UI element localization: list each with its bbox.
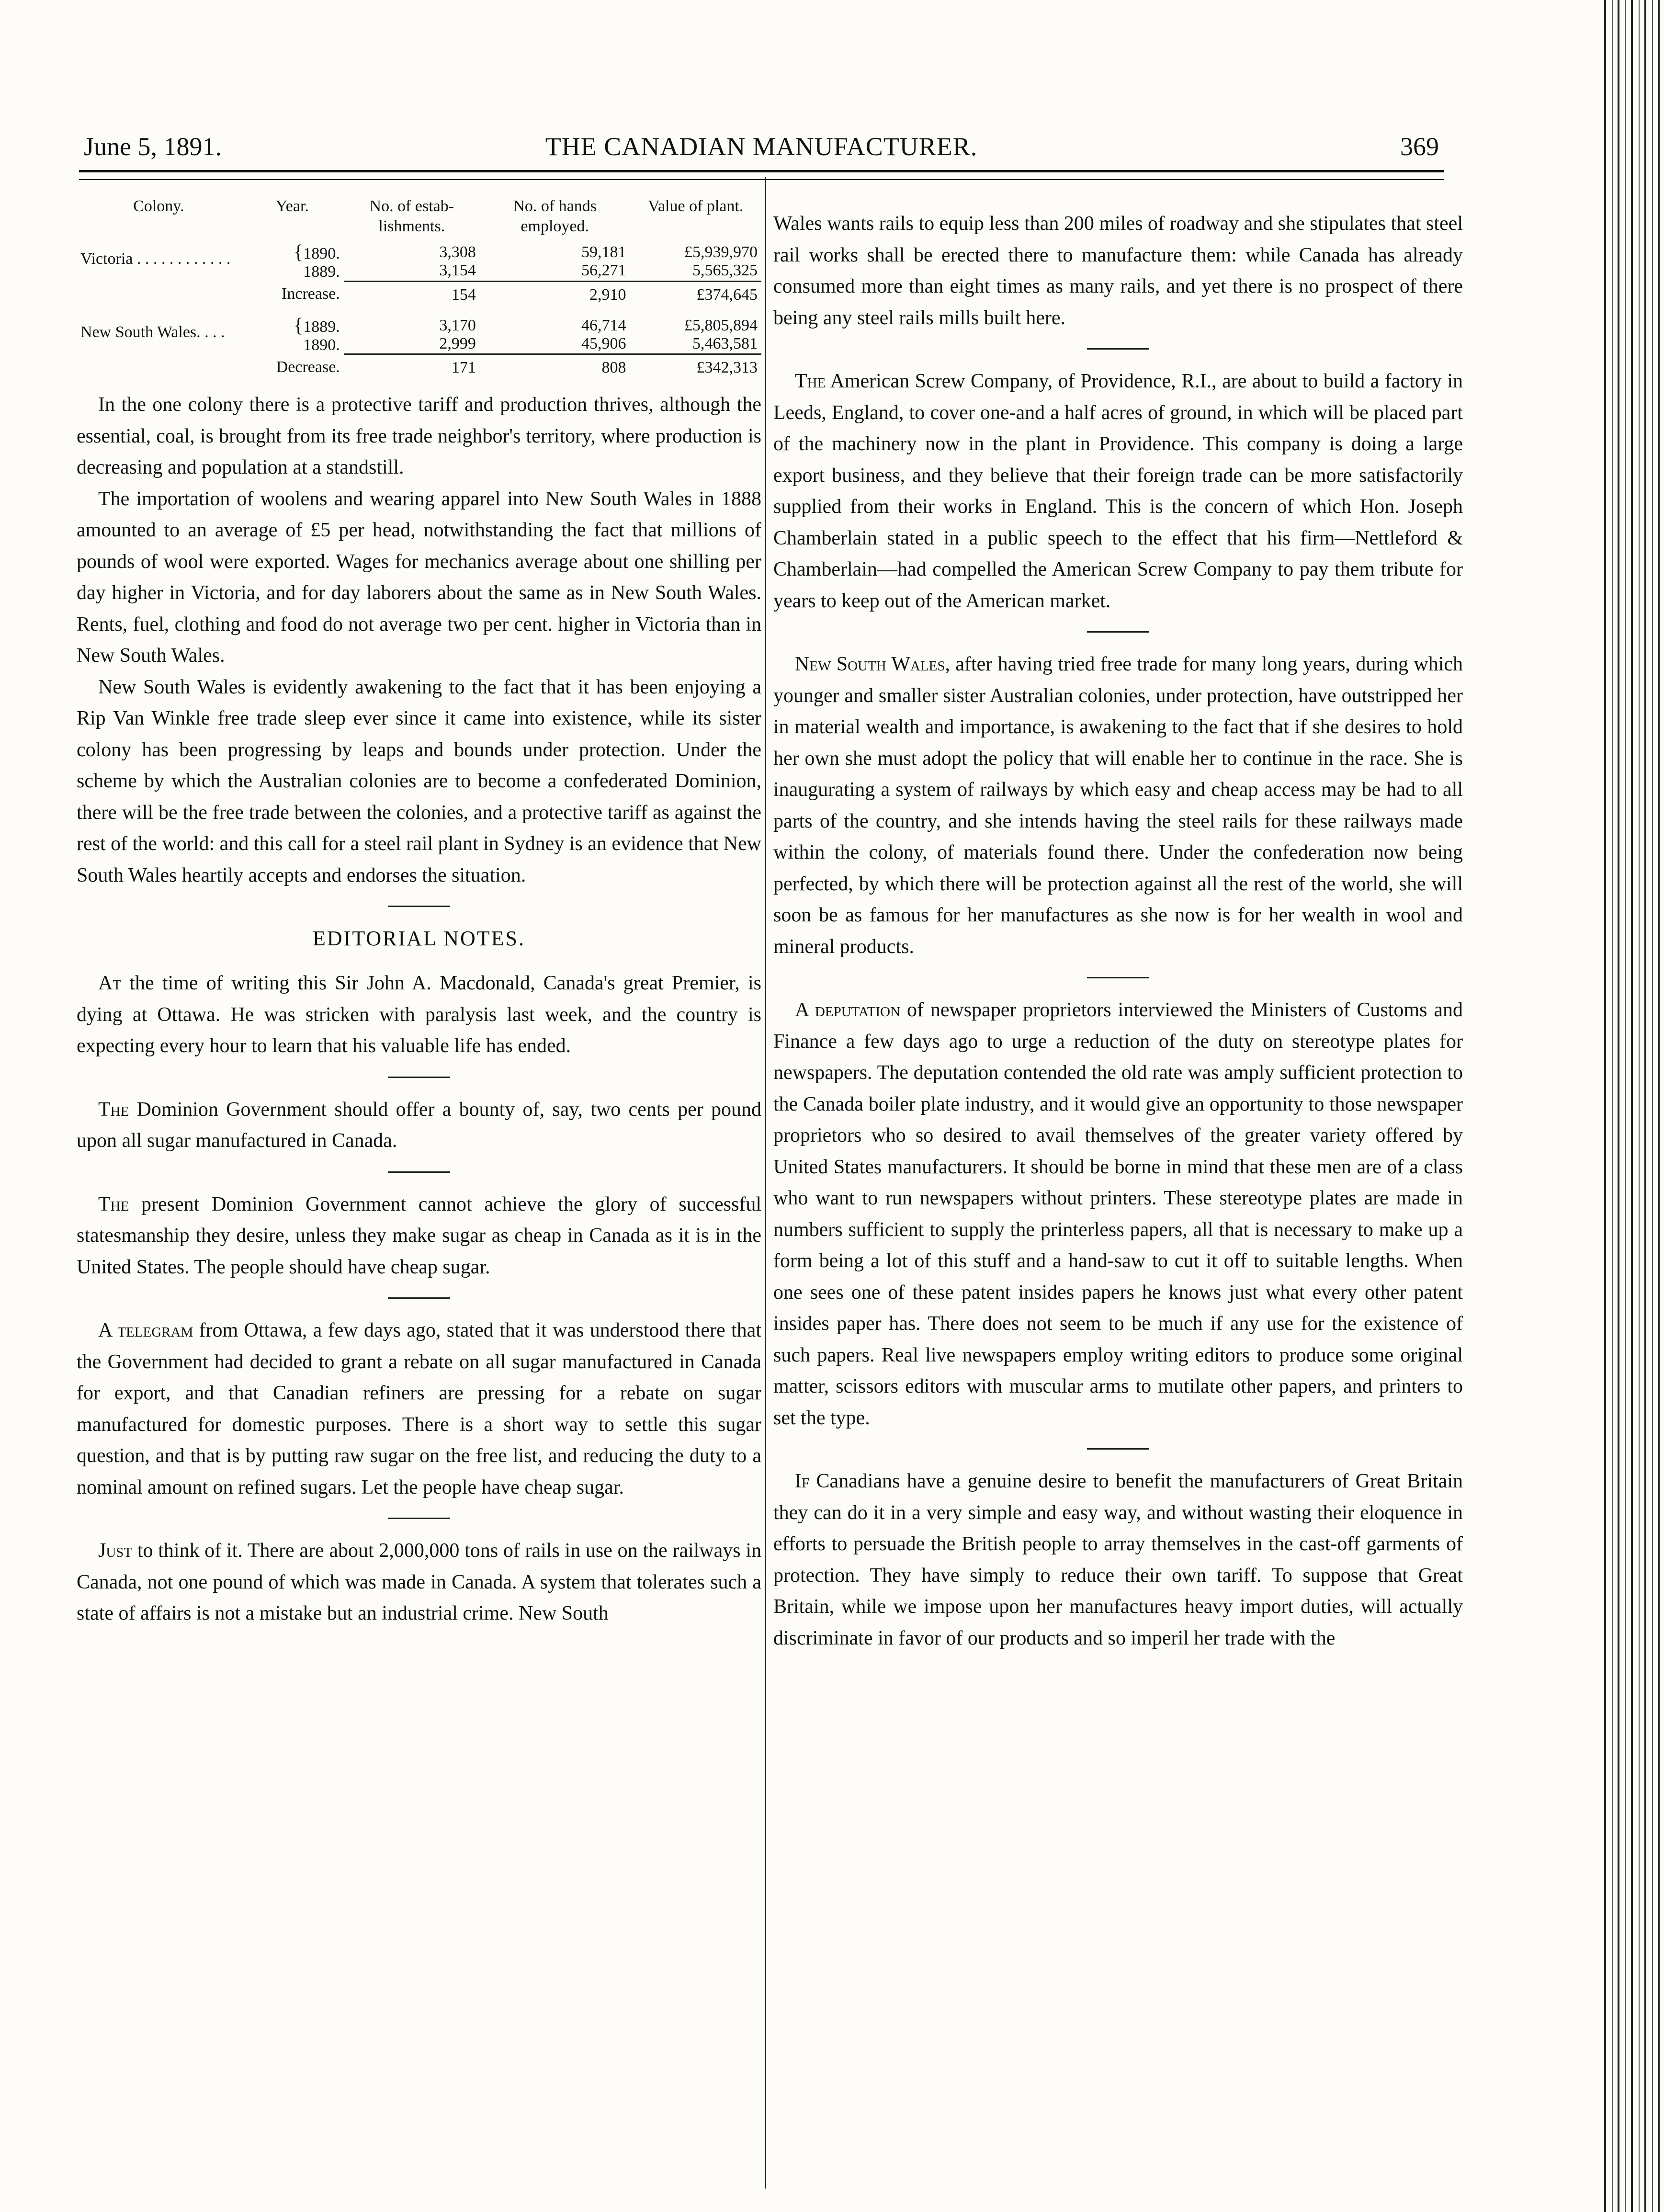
empty-cell — [77, 354, 241, 390]
left-column — [77, 196, 761, 1630]
note-divider — [1087, 1448, 1149, 1450]
summary-label: Decrease. — [276, 358, 340, 376]
note-divider — [388, 1297, 450, 1299]
note-text: the time of writing this Sir John A. Macdonald, Canada's great Premier, is dying at Ottawa. He was stricken with paralysis last week, and the country is expecting every hour to learn that his valuable life has ended. — [77, 972, 761, 1057]
note-text: , after having tried free trade for many long years, during which younger and smaller sister Australian colonies, under protection, have outstripped her in material wealth and importance, is awakening to the fact that if she desires to hold her own she must adopt the policy that will enable her to continue in the race. She is inaugurating a system of railways by which easy and cheap access may be had to all parts of the country, and she intends having the steel rails for these railways made within the colony, of materials found there. Under the confederation now being perfected, by which there will be protection against all the rest of the world, she will soon be as famous for her manufactures as she now is for her wealth in wool and mineral products. — [773, 653, 1463, 958]
summary-label: Increase. — [282, 285, 340, 303]
cell-value: 5,463,581 — [692, 334, 758, 352]
cell-value: 46,714 — [581, 316, 626, 334]
cell-value: 3,308 — [439, 243, 476, 261]
summary-establishments: 171 — [344, 354, 480, 390]
value-cell — [630, 317, 761, 354]
note-lead-word: If — [795, 1470, 810, 1492]
editorial-note — [77, 1315, 761, 1503]
note-lead-word: A telegram — [98, 1319, 193, 1341]
right-column — [773, 208, 1463, 1654]
page-edge-shadow — [1599, 0, 1664, 2212]
editorial-note — [773, 1466, 1463, 1654]
colony-name: Victoria . . . . . . . . . . . . — [80, 250, 231, 268]
table-summary-row — [77, 281, 761, 317]
note-text: American Screw Company, of Providence, R.I., are about to build a factory in Leeds, England, to cover one-and a half acres of ground, in which will be placed part of the machinery now in the plant in Providence. This company is doing a large export business, and they believe that their foreign trade can be more satisfactorily supplied from their works in England. This is the concern of which Hon. Joseph Chamberlain stated in a public speech to the effect that his firm—Nettleford & Chamberlain—had compelled the American Screw Company to pay them tribute for years to keep out of the American market. — [773, 370, 1463, 612]
paragraph: In the one colony there is a protective tariff and production thrives, although the essential, coal, is brought from its free trade neighbor's territory, where production is decreasing and population at a standstill. — [77, 394, 761, 478]
paragraph: Wales wants rails to equip less than 200 miles of roadway and she stipulates that steel rail works shall be erected there to manufacture them: while Canada has already consumed more than eight times as many rails, and yet there is no prospect of there being any steel rails mills built here. — [773, 213, 1463, 329]
cell-value: 59,181 — [581, 243, 626, 261]
table-row — [77, 317, 761, 354]
col-header-value: Value of plant. — [648, 197, 744, 215]
summary-value: £342,313 — [630, 354, 761, 390]
cell-value: 5,565,325 — [692, 261, 758, 279]
header-rule — [79, 170, 1444, 180]
note-lead-word: A deputation — [795, 999, 901, 1021]
note-divider — [388, 1171, 450, 1173]
note-text: present Dominion Government cannot achieve the glory of successful statesmanship they desire, unless they make sugar as cheap in Canada as it is in the United States. The people should have cheap sugar. — [77, 1193, 761, 1278]
summary-hands: 2,910 — [480, 281, 630, 317]
note-divider — [1087, 977, 1149, 978]
section-divider — [388, 906, 450, 907]
publication-title: THE CANADIAN MANUFACTURER. — [545, 132, 978, 161]
note-divider — [388, 1077, 450, 1078]
note-lead-word: Just — [98, 1540, 133, 1562]
cell-value: £5,939,970 — [684, 243, 758, 261]
colony-statistics-table — [77, 196, 761, 389]
year-value: 1890. — [303, 336, 340, 354]
note-lead-word: The — [98, 1098, 129, 1121]
colony-name: New South Wales. . . . — [80, 323, 225, 341]
summary-value: £374,645 — [630, 281, 761, 317]
year-value: 1889. — [303, 263, 340, 281]
year-cell — [241, 314, 344, 354]
editorial-note — [773, 649, 1463, 963]
note-lead-word: The — [795, 370, 826, 392]
note-text: to think of it. There are about 2,000,000 tons of rails in use on the railways in Canada, not one pound of which was made in Canada. A system that tolerates such a state of affairs is not a mistake but an industrial crime. New South — [77, 1540, 761, 1624]
editorial-note — [77, 1535, 761, 1630]
note-text: Canadians have a genuine desire to benefit the manufacturers of Great Britain they can do it in a very simple and easy way, and without wasting their eloquence in efforts to persuade the British people to array themselves in the cast-off garments of protection. They have simply to reduce their own tariff. To suppose that Great Britain, while we impose upon her manufactures heavy import duties, will actually discriminate in favor of our products and so imperil her trade with the — [773, 1470, 1463, 1649]
note-divider — [1087, 348, 1149, 350]
cell-value: 2,999 — [439, 334, 476, 352]
note-lead-word: At — [98, 972, 122, 994]
cell-value: 3,154 — [439, 261, 476, 279]
establishments-cell — [344, 317, 480, 354]
year-cell — [241, 243, 344, 281]
table-row — [77, 243, 761, 281]
col-header-colony: Colony. — [133, 197, 184, 215]
cell-value: £5,805,894 — [684, 316, 758, 334]
table-summary-row — [77, 354, 761, 390]
brace-glyph: { — [294, 241, 304, 263]
note-text: Dominion Government should offer a bounty of, say, two cents per pound upon all sugar manufactured in Canada. — [77, 1098, 761, 1152]
note-text: from Ottawa, a few days ago, stated that it was understood there that the Government had decided to grant a rebate on all sugar manufactured in Canada for export, and that Canadian refiners are pressing for a rebate on sugar manufactured for domestic purposes. There is a short way to settle this sugar question, and that is by putting raw sugar on the free list, and reducing the duty to a nominal amount on refined sugars. Let the people have cheap sugar. — [77, 1319, 761, 1498]
editorial-note — [77, 1094, 761, 1157]
summary-establishments: 154 — [344, 281, 480, 317]
cell-value: 56,271 — [581, 261, 626, 279]
paragraph: New South Wales is evidently awakening to the fact that it has been enjoying a Rip Van Winkle free trade sleep ever since it came into existence, while its sister colony has been progressing by leaps and bounds under protection. Under the scheme by which the Australian colonies are to become a confederated Dominion, there will be the free trade between the colonies, and a protective tariff as against the rest of the world: and this call for a steel rail plant in Sydney is an evidence that New South Wales heartily accepts and endorses the situation. — [77, 676, 761, 886]
col-header-hands: No. of hands employed. — [513, 197, 597, 235]
editorial-note — [77, 1189, 761, 1283]
year-value: 1890. — [303, 245, 340, 262]
col-header-establishments: No. of estab- lishments. — [369, 197, 454, 235]
issue-date: June 5, 1891. — [84, 132, 222, 161]
editorial-notes-heading: EDITORIAL NOTES. — [313, 927, 525, 950]
col-header-year: Year. — [275, 197, 309, 215]
hands-cell — [480, 243, 630, 281]
hands-cell — [480, 317, 630, 354]
editorial-note — [77, 968, 761, 1062]
year-value: 1889. — [303, 318, 340, 336]
summary-hands: 808 — [480, 354, 630, 390]
empty-cell — [77, 281, 241, 317]
note-lead-word: The — [98, 1193, 129, 1215]
note-lead-word: New South Wales — [795, 653, 945, 675]
page-header — [84, 132, 1439, 170]
column-divider — [765, 177, 766, 2189]
table-header-row — [77, 196, 761, 243]
editorial-note — [773, 366, 1463, 617]
page-number: 369 — [1400, 132, 1439, 161]
brace-glyph: { — [294, 314, 304, 337]
editorial-note — [773, 995, 1463, 1434]
note-divider — [388, 1518, 450, 1519]
paragraph: The importation of woolens and wearing apparel into New South Wales in 1888 amounted to an average of £5 per head, notwithstanding the fact that millions of pounds of wool were exported. Wages for mechanics average about one shilling per day higher in Victoria, and for day laborers about the same as in New South Wales. Rents, fuel, clothing and food do not average two per cent. higher in Victoria than in New South Wales. — [77, 488, 761, 667]
note-divider — [1087, 631, 1149, 633]
cell-value: 3,170 — [439, 316, 476, 334]
cell-value: 45,906 — [581, 334, 626, 352]
note-text: of newspaper proprietors interviewed the Ministers of Customs and Finance a few days ago to urge a reduction of the duty on stereotype plates for newspapers. The deputation contended the old rate was amply sufficient protection to the Canada boiler plate industry, and it would give an opportunity to those newspaper proprietors who so desired to avail themselves of the greater variety offered by United States manufacturers. It should be borne in mind that these men are of a class who want to run newspapers without printers. These stereotype plates are made in numbers sufficient to supply the printerless papers, all that is necessary to make up a form being a lot of this stuff and a hand-saw to cut it off to suitable lengths. When one sees one of these patent insides papers he knows just what every other patent insides paper has. There does not seem to be much if any use for the existence of such papers. Real live newspapers employ writing editors to produce some original matter, scissors editors with muscular arms to mutilate other papers, and printers to set the type. — [773, 999, 1463, 1429]
establishments-cell — [344, 243, 480, 281]
value-cell — [630, 243, 761, 281]
